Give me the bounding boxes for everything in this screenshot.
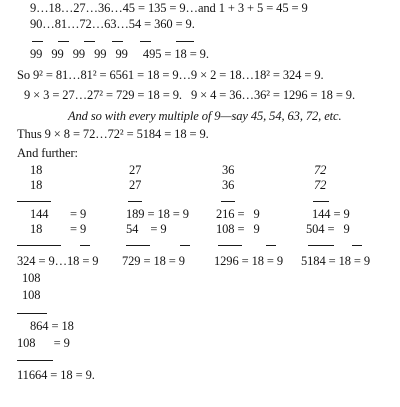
underline-dash bbox=[58, 41, 69, 42]
col4-row2: 72 bbox=[314, 178, 327, 192]
rule bbox=[17, 201, 51, 202]
rule bbox=[80, 245, 90, 246]
col3-row3: 216 = 9 bbox=[216, 207, 260, 221]
col2-row1: 27 bbox=[129, 163, 142, 177]
line-every-multiple: And so with every multiple of 9—say 45, 54, 63, 72, etc. bbox=[68, 109, 342, 123]
rule bbox=[17, 313, 47, 314]
col2-row2: 27 bbox=[129, 178, 142, 192]
underline-dash bbox=[32, 41, 43, 42]
col3-row1: 36 bbox=[222, 163, 235, 177]
rule bbox=[308, 245, 334, 246]
rule bbox=[17, 245, 61, 246]
rule bbox=[218, 245, 242, 246]
rule bbox=[180, 245, 190, 246]
underline-dash bbox=[112, 41, 123, 42]
line-and-further: And further: bbox=[17, 146, 78, 160]
tail-108-b: 108 bbox=[22, 288, 41, 302]
col1-row4-result: = 9 bbox=[70, 222, 87, 236]
tail-864: 864 = 18 bbox=[30, 319, 74, 333]
rule bbox=[313, 201, 329, 202]
col4-result: 5184 = 18 = 9 bbox=[301, 254, 371, 268]
col1-row1: 18 bbox=[30, 163, 43, 177]
col2-row4: 54 = 9 bbox=[126, 222, 167, 236]
col4-row4: 504 = 9 bbox=[306, 222, 350, 236]
line-thus-72: Thus 9 × 8 = 72…72² = 5184 = 18 = 9. bbox=[17, 127, 209, 141]
col2-result: 729 = 18 = 9 bbox=[122, 254, 185, 268]
rule bbox=[126, 245, 150, 246]
tail-108-c: 108 = 9 bbox=[17, 336, 70, 350]
rule bbox=[221, 201, 235, 202]
rule bbox=[352, 245, 362, 246]
rule bbox=[17, 360, 53, 361]
col1-result: 324 = 9…18 = 9 bbox=[17, 254, 99, 268]
col1-row2: 18 bbox=[30, 178, 43, 192]
line-sum-9-to-45: 9…18…27…36…45 = 135 = 9…and 1 + 3 + 5 = 45 = 9 bbox=[30, 1, 308, 15]
line-99-sum: 99 99 99 99 99 495 = 18 = 9. bbox=[30, 47, 209, 61]
tail-11664: 11664 = 18 = 9. bbox=[17, 368, 95, 382]
col2-row3: 189 = 18 = 9 bbox=[126, 207, 189, 221]
rule bbox=[266, 245, 276, 246]
line-squares-27-36: 9 × 3 = 27…27² = 729 = 18 = 9. 9 × 4 = 36…36² = 1296 = 18 = 9. bbox=[24, 88, 355, 102]
col1-row3-result: = 9 bbox=[70, 207, 87, 221]
line-sum-90-to-54: 90…81…72…63…54 = 360 = 9. bbox=[30, 17, 195, 31]
col1-row4: 18 bbox=[30, 222, 43, 236]
underline-dash bbox=[84, 41, 95, 42]
col1-row3: 144 bbox=[30, 207, 49, 221]
line-squares-9: So 9² = 81…81² = 6561 = 18 = 9…9 × 2 = 18…18² = 324 = 9. bbox=[17, 68, 324, 82]
underline-dash bbox=[140, 41, 151, 42]
col4-row1: 72 bbox=[314, 163, 327, 177]
tail-108-a: 108 bbox=[22, 271, 41, 285]
col3-result: 1296 = 18 = 9 bbox=[214, 254, 284, 268]
col3-row2: 36 bbox=[222, 178, 235, 192]
rule bbox=[128, 201, 142, 202]
col4-row3: 144 = 9 bbox=[312, 207, 350, 221]
underline-dash bbox=[176, 41, 194, 42]
col3-row4: 108 = 9 bbox=[216, 222, 260, 236]
